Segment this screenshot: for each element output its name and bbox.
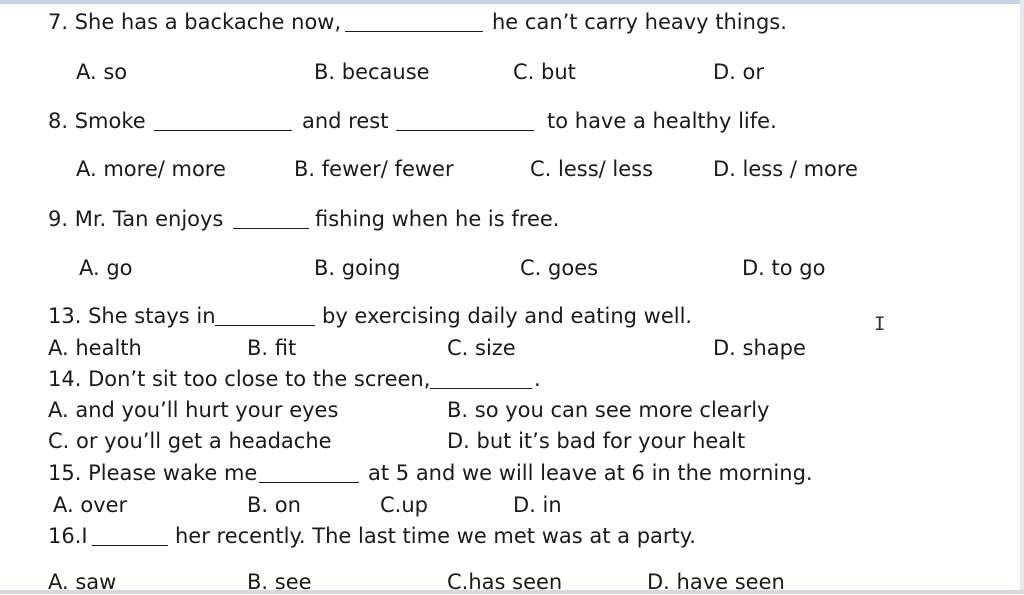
question-16-blank[interactable] <box>92 545 168 546</box>
question-15-option-d: D. in <box>513 493 562 517</box>
question-13-option-a: A. health <box>48 336 142 360</box>
question-9-text: 9. Mr. Tan enjoys <box>48 207 224 231</box>
question-8-text-end: to have a healthy life. <box>547 109 777 133</box>
question-8-option-d: D. less / more <box>713 157 858 181</box>
question-9-option-c: C. goes <box>520 256 599 280</box>
question-14-option-c: C. or you’ll get a headache <box>48 429 332 453</box>
question-14-blank[interactable] <box>430 388 532 389</box>
question-16-option-b: B. see <box>247 570 312 594</box>
question-15-text: 15. Please wake me <box>48 461 258 485</box>
question-15-option-a: A. over <box>53 493 128 517</box>
question-15-option-c: C.up <box>380 493 428 517</box>
question-16-option-d: D. have seen <box>647 570 785 594</box>
question-14-option-d: D. but it’s bad for your healt <box>447 429 746 453</box>
question-9-option-b: B. going <box>314 256 401 280</box>
question-7-option-a: A. so <box>76 60 128 84</box>
question-9-text-end: fishing when he is free. <box>315 207 560 231</box>
question-8-blank-2[interactable] <box>396 130 534 131</box>
question-7-option-b: B. because <box>314 60 430 84</box>
question-8-blank-1[interactable] <box>154 130 292 131</box>
question-13-option-b: B. fit <box>247 336 297 360</box>
question-16-option-c: C.has seen <box>447 570 563 594</box>
question-14-text: 14. Don’t sit too close to the screen, <box>48 367 431 391</box>
question-9-blank[interactable] <box>233 228 309 229</box>
window-right-border <box>1020 0 1024 594</box>
question-14-text-end: . <box>534 367 541 391</box>
question-7-blank[interactable] <box>345 31 483 32</box>
question-13-text: 13. She stays in <box>48 304 216 328</box>
question-15-text-end: at 5 and we will leave at 6 in the morning. <box>368 461 813 485</box>
question-9-option-d: D. to go <box>742 256 826 280</box>
question-7-text: 7. She has a backache now, <box>48 10 342 34</box>
question-14-option-b: B. so you can see more clearly <box>447 398 770 422</box>
question-13-blank[interactable] <box>215 325 315 326</box>
text-cursor-icon: I <box>874 313 886 335</box>
question-16-text-end: her recently. The last time we met was at a party. <box>175 524 696 548</box>
question-8-option-c: C. less/ less <box>530 157 654 181</box>
question-7-text-end: he can’t carry heavy things. <box>492 10 787 34</box>
question-7-option-d: D. or <box>713 60 765 84</box>
question-9-option-a: A. go <box>79 256 133 280</box>
question-13-option-c: C. size <box>447 336 516 360</box>
question-14-option-a: A. and you’ll hurt your eyes <box>48 398 339 422</box>
question-7-option-c: C. but <box>513 60 576 84</box>
question-8-text: 8. Smoke <box>48 109 146 133</box>
question-8-text-mid: and rest <box>302 109 389 133</box>
question-8-option-a: A. more/ more <box>76 157 226 181</box>
question-16-text: 16.I <box>48 524 88 548</box>
question-15-blank[interactable] <box>259 482 359 483</box>
window-top-border <box>0 0 1024 4</box>
question-13-text-end: by exercising daily and eating well. <box>322 304 693 328</box>
question-8-option-b: B. fewer/ fewer <box>294 157 454 181</box>
question-13-option-d: D. shape <box>713 336 806 360</box>
question-16-option-a: A. saw <box>48 570 117 594</box>
question-15-option-b: B. on <box>247 493 301 517</box>
